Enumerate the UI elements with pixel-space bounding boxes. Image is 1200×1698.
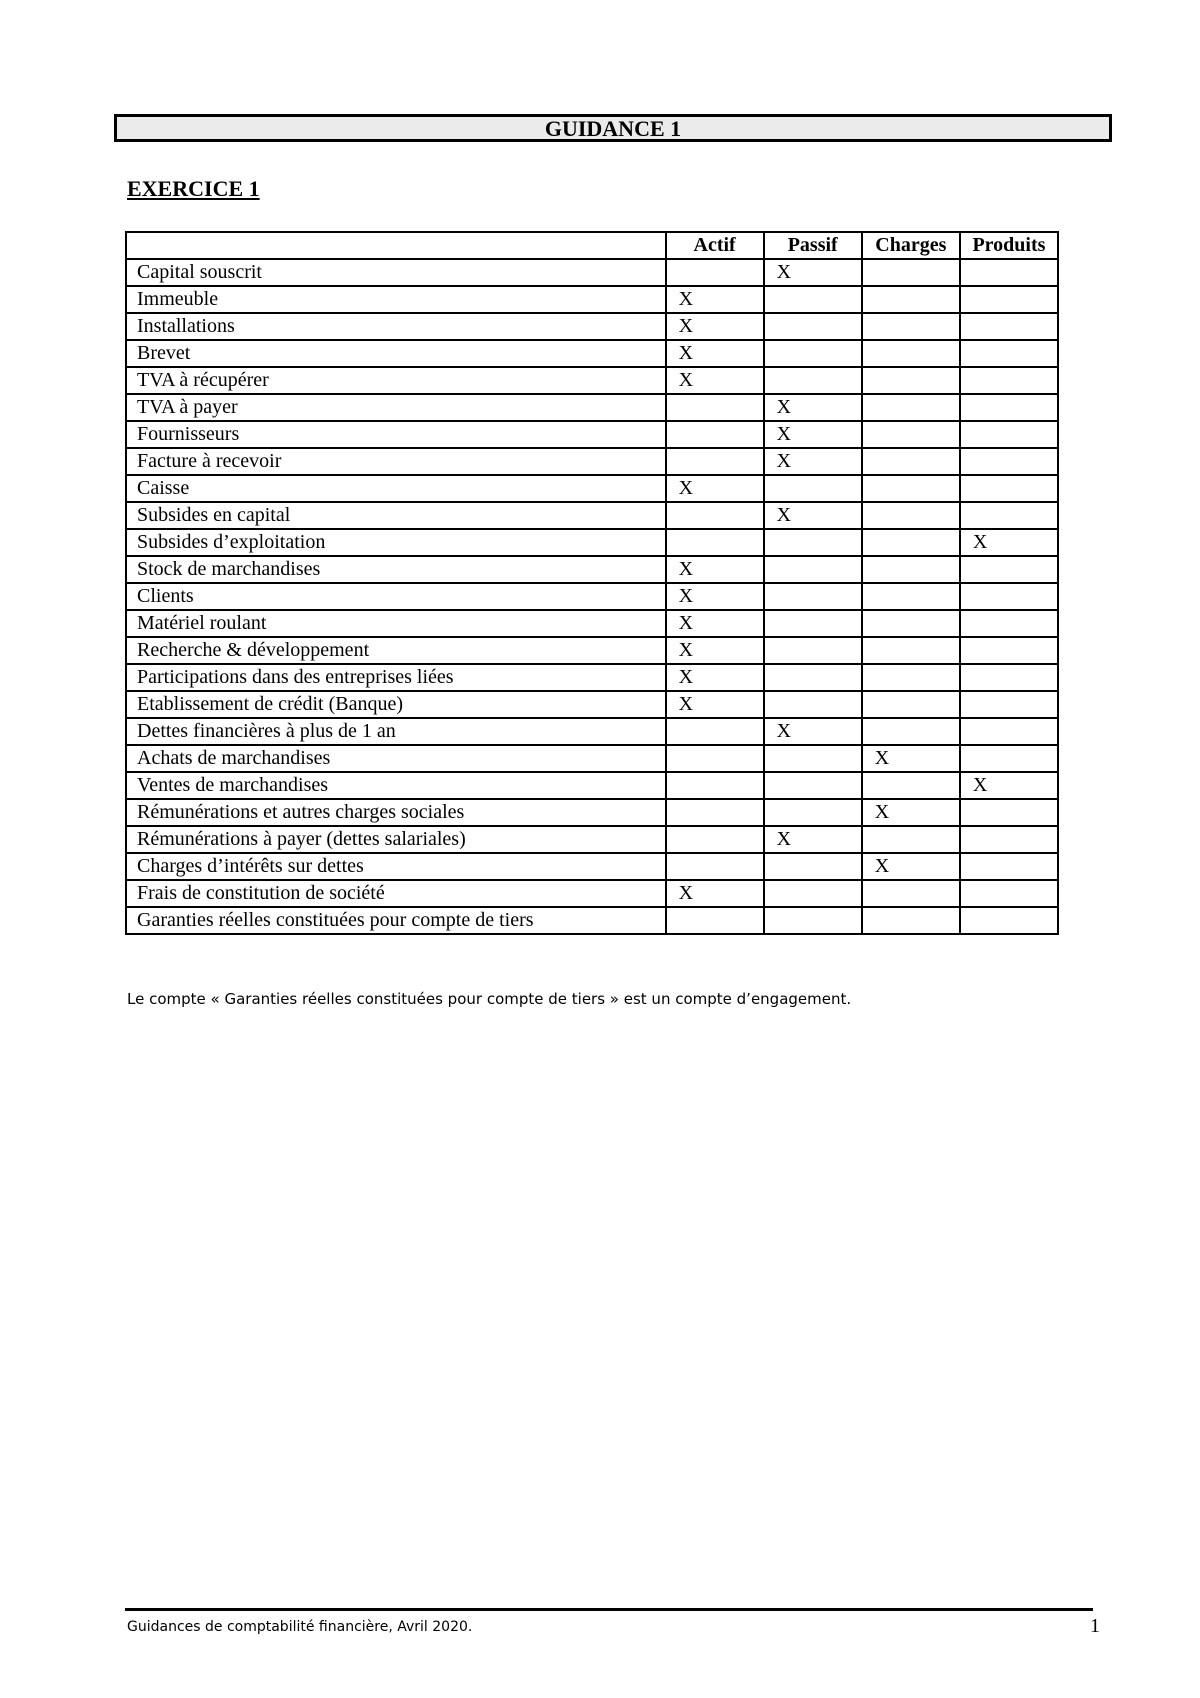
cell-produits	[960, 340, 1058, 367]
cell-charges	[862, 421, 960, 448]
note-text: Le compte « Garanties réelles constituées pour compte de tiers » est un compte d’engagement.	[127, 990, 852, 1008]
account-label: Etablissement de crédit (Banque)	[126, 691, 666, 718]
cell-charges	[862, 691, 960, 718]
account-label: Installations	[126, 313, 666, 340]
footer-rule	[125, 1608, 1093, 1611]
account-label: Frais de constitution de société	[126, 880, 666, 907]
cell-charges	[862, 907, 960, 934]
cell-actif: X	[666, 475, 764, 502]
cell-actif: X	[666, 691, 764, 718]
cell-actif	[666, 772, 764, 799]
cell-charges	[862, 367, 960, 394]
table-row	[126, 583, 1058, 610]
account-label: Charges d’intérêts sur dettes	[126, 853, 666, 880]
table-row	[126, 448, 1058, 475]
cell-actif: X	[666, 286, 764, 313]
account-label: Immeuble	[126, 286, 666, 313]
document-title: GUIDANCE 1	[114, 114, 1112, 142]
cell-passif: X	[764, 718, 862, 745]
table-row	[126, 610, 1058, 637]
cell-charges	[862, 826, 960, 853]
table-row	[126, 367, 1058, 394]
cell-passif	[764, 772, 862, 799]
cell-produits	[960, 691, 1058, 718]
cell-produits: X	[960, 772, 1058, 799]
cell-charges	[862, 286, 960, 313]
cell-actif	[666, 799, 764, 826]
cell-produits	[960, 799, 1058, 826]
cell-charges	[862, 610, 960, 637]
cell-produits	[960, 367, 1058, 394]
cell-passif: X	[764, 826, 862, 853]
cell-passif	[764, 745, 862, 772]
cell-passif	[764, 286, 862, 313]
table-header-row	[126, 232, 1058, 259]
cell-charges	[862, 502, 960, 529]
account-label: Stock de marchandises	[126, 556, 666, 583]
cell-passif	[764, 799, 862, 826]
cell-produits	[960, 448, 1058, 475]
cell-actif	[666, 745, 764, 772]
cell-actif: X	[666, 583, 764, 610]
cell-actif	[666, 907, 764, 934]
account-label: Participations dans des entreprises liées	[126, 664, 666, 691]
account-label: Capital souscrit	[126, 259, 666, 286]
cell-actif	[666, 718, 764, 745]
cell-charges	[862, 394, 960, 421]
account-label: TVA à récupérer	[126, 367, 666, 394]
header-actif: Actif	[666, 232, 764, 259]
table-row	[126, 772, 1058, 799]
cell-actif: X	[666, 556, 764, 583]
cell-actif: X	[666, 610, 764, 637]
cell-produits	[960, 637, 1058, 664]
cell-charges: X	[862, 799, 960, 826]
cell-charges	[862, 448, 960, 475]
cell-actif: X	[666, 367, 764, 394]
cell-actif: X	[666, 340, 764, 367]
cell-passif	[764, 610, 862, 637]
table-row	[126, 799, 1058, 826]
cell-actif	[666, 259, 764, 286]
table-row	[126, 745, 1058, 772]
account-label: Facture à recevoir	[126, 448, 666, 475]
table-row	[126, 394, 1058, 421]
cell-passif	[764, 880, 862, 907]
cell-charges	[862, 880, 960, 907]
account-label: Garanties réelles constituées pour compte de tiers	[126, 907, 666, 934]
cell-actif	[666, 394, 764, 421]
account-label: Brevet	[126, 340, 666, 367]
cell-produits	[960, 826, 1058, 853]
cell-passif	[764, 529, 862, 556]
cell-produits	[960, 502, 1058, 529]
cell-actif	[666, 529, 764, 556]
account-label: Subsides d’exploitation	[126, 529, 666, 556]
cell-passif	[764, 583, 862, 610]
table-row	[126, 880, 1058, 907]
cell-charges	[862, 556, 960, 583]
table-row	[126, 718, 1058, 745]
cell-actif	[666, 421, 764, 448]
table-row	[126, 340, 1058, 367]
table-row	[126, 502, 1058, 529]
cell-charges: X	[862, 853, 960, 880]
cell-produits	[960, 907, 1058, 934]
cell-passif: X	[764, 448, 862, 475]
cell-charges	[862, 313, 960, 340]
cell-actif: X	[666, 664, 764, 691]
cell-passif	[764, 556, 862, 583]
cell-produits: X	[960, 529, 1058, 556]
cell-passif	[764, 340, 862, 367]
table-body	[126, 259, 1058, 934]
cell-charges	[862, 340, 960, 367]
cell-charges	[862, 637, 960, 664]
table-row	[126, 664, 1058, 691]
cell-charges	[862, 529, 960, 556]
header-produits: Produits	[960, 232, 1058, 259]
cell-actif	[666, 448, 764, 475]
table-row	[126, 259, 1058, 286]
cell-passif	[764, 637, 862, 664]
table-row	[126, 421, 1058, 448]
cell-passif	[764, 907, 862, 934]
exercise-heading: EXERCICE 1	[127, 176, 260, 201]
cell-passif: X	[764, 421, 862, 448]
cell-produits	[960, 259, 1058, 286]
cell-passif	[764, 313, 862, 340]
account-label: TVA à payer	[126, 394, 666, 421]
cell-produits	[960, 583, 1058, 610]
cell-charges: X	[862, 745, 960, 772]
cell-charges	[862, 772, 960, 799]
cell-passif	[764, 853, 862, 880]
table-row	[126, 691, 1058, 718]
account-label: Dettes financières à plus de 1 an	[126, 718, 666, 745]
cell-produits	[960, 286, 1058, 313]
cell-actif	[666, 826, 764, 853]
account-label: Subsides en capital	[126, 502, 666, 529]
account-label: Achats de marchandises	[126, 745, 666, 772]
cell-actif	[666, 502, 764, 529]
footer-text: Guidances de comptabilité financière, Avril 2020.	[127, 1619, 473, 1635]
cell-actif	[666, 853, 764, 880]
account-label: Matériel roulant	[126, 610, 666, 637]
table-row	[126, 853, 1058, 880]
cell-charges	[862, 259, 960, 286]
table-row	[126, 826, 1058, 853]
cell-produits	[960, 745, 1058, 772]
account-label: Fournisseurs	[126, 421, 666, 448]
table-row	[126, 475, 1058, 502]
cell-charges	[862, 583, 960, 610]
cell-produits	[960, 475, 1058, 502]
cell-passif: X	[764, 259, 862, 286]
cell-produits	[960, 664, 1058, 691]
cell-produits	[960, 313, 1058, 340]
cell-passif	[764, 664, 862, 691]
table-row	[126, 286, 1058, 313]
cell-charges	[862, 475, 960, 502]
account-label: Rémunérations à payer (dettes salariales)	[126, 826, 666, 853]
cell-passif	[764, 367, 862, 394]
cell-passif	[764, 691, 862, 718]
cell-produits	[960, 718, 1058, 745]
cell-passif: X	[764, 502, 862, 529]
header-blank	[126, 232, 666, 259]
cell-actif: X	[666, 880, 764, 907]
cell-charges	[862, 664, 960, 691]
cell-actif: X	[666, 313, 764, 340]
cell-produits	[960, 556, 1058, 583]
cell-produits	[960, 394, 1058, 421]
cell-passif: X	[764, 394, 862, 421]
table-row	[126, 637, 1058, 664]
cell-charges	[862, 718, 960, 745]
accounts-table	[125, 231, 1059, 935]
account-label: Recherche & développement	[126, 637, 666, 664]
cell-produits	[960, 610, 1058, 637]
page-number: 1	[1090, 1615, 1100, 1637]
table-row	[126, 907, 1058, 934]
table-row	[126, 556, 1058, 583]
account-label: Clients	[126, 583, 666, 610]
table-row	[126, 529, 1058, 556]
cell-produits	[960, 421, 1058, 448]
table-row	[126, 313, 1058, 340]
cell-actif: X	[666, 637, 764, 664]
account-label: Rémunérations et autres charges sociales	[126, 799, 666, 826]
account-label: Ventes de marchandises	[126, 772, 666, 799]
cell-produits	[960, 853, 1058, 880]
cell-produits	[960, 880, 1058, 907]
header-charges: Charges	[862, 232, 960, 259]
cell-passif	[764, 475, 862, 502]
account-label: Caisse	[126, 475, 666, 502]
header-passif: Passif	[764, 232, 862, 259]
